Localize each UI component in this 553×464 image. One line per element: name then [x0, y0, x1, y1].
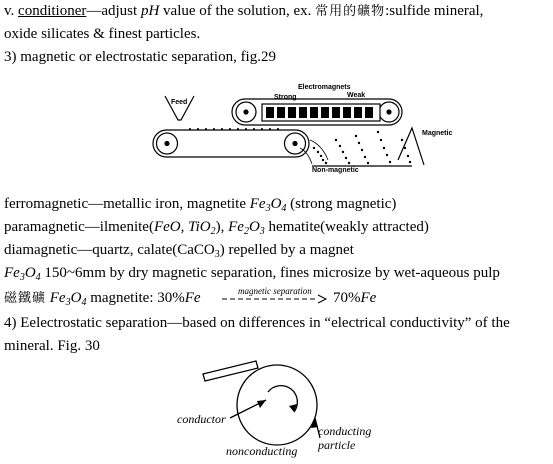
label-feed: Feed: [171, 99, 188, 106]
formula-part: Fe: [4, 265, 20, 281]
rotor-drum: [237, 365, 317, 445]
concentrate-percent: 70%: [333, 290, 361, 306]
text-fragment: diamagnetic—quartz, calate(CaCO: [4, 242, 215, 258]
subscript: 3: [265, 203, 271, 214]
formula-part: O: [270, 196, 282, 212]
formula-part: Fe: [49, 290, 66, 306]
subscript: 3: [65, 297, 71, 308]
subscript: 3: [214, 249, 220, 260]
formula-part: O: [248, 219, 260, 235]
formula-part: Fe: [228, 219, 244, 235]
label-non-magnetic: Non-magnetic: [312, 167, 359, 174]
text-fragment: —adjust: [86, 3, 141, 19]
label-conductor: conductor: [177, 412, 226, 426]
electrode-plate: [203, 361, 258, 381]
label-electromagnets: Electromagnets: [298, 84, 351, 91]
arrow-label-magnetic-separation: magnetic separation: [238, 286, 312, 296]
subscript: 3: [19, 272, 25, 283]
element-fe: Fe: [184, 290, 201, 306]
subscript: 4: [281, 203, 287, 214]
formula-part: O: [70, 290, 82, 306]
text-fragment: paramagnetic—ilmenite(: [4, 219, 154, 235]
subscript: 2: [243, 226, 249, 237]
text-fragment: ),: [215, 219, 229, 235]
text-line-3: 3) magnetic or electrostatic separation, fig.29: [4, 49, 276, 65]
subscript: 3: [259, 226, 265, 237]
subscript: 4: [35, 272, 41, 283]
text-fragment: magnetite:: [86, 290, 158, 306]
cjk-text: 常用的礦物: [315, 4, 386, 19]
cjk-text: 磁鐵礦: [4, 291, 47, 306]
label-magnetic: Magnetic: [422, 130, 453, 137]
text-fragment: value of the solution, ex.: [159, 3, 316, 19]
ph-symbol: pH: [140, 3, 160, 19]
subscript: 4: [81, 297, 87, 308]
text-line-fig30-ref: mineral. Fig. 30: [4, 338, 100, 354]
text-fragment: ferromagnetic—metallic iron, magnetite: [4, 196, 250, 212]
feed-grade: 30%: [157, 290, 185, 306]
label-conducting: conducting: [318, 424, 372, 438]
formula-part: O: [24, 265, 36, 281]
text-line-2: oxide silicates & finest particles.: [4, 26, 201, 42]
formula-part: FeO, TiO: [153, 219, 211, 235]
text-line-electrostatic: 4) Eelectrostatic separation—based on differences in “electrical conductivity” of the: [4, 315, 510, 331]
label-weak: Weak: [347, 92, 366, 99]
label-strong: Strong: [274, 94, 297, 101]
label-nonconducting: nonconducting: [226, 444, 298, 458]
text-fragment: ) repelled by a magnet: [219, 242, 354, 258]
label-particle: particle: [318, 438, 356, 452]
subscript: 2: [210, 226, 216, 237]
text-fragment: (strong magnetic): [286, 196, 397, 212]
text-fragment: :sulfide mineral,: [385, 3, 484, 19]
text-fragment: hematite(weakly attracted): [264, 219, 429, 235]
formula-part: Fe: [249, 196, 266, 212]
list-marker: v.: [4, 3, 19, 19]
element-fe: Fe: [360, 290, 377, 306]
text-fragment: 150~6mm by dry magnetic separation, fines microsize by wet-aqueous pulp: [40, 265, 500, 281]
term-conditioner: conditioner: [18, 3, 87, 19]
